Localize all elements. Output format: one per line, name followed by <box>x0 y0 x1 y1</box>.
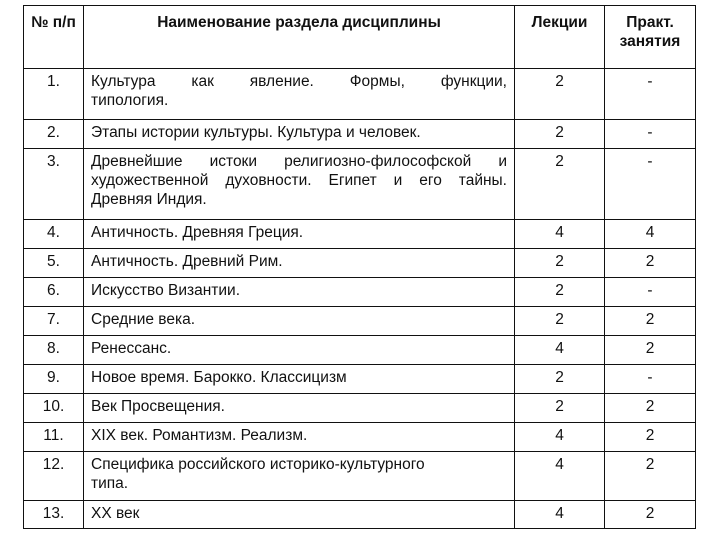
row-num: 9. <box>24 365 84 394</box>
row-name <box>84 452 515 501</box>
row-lectures: 2 <box>515 365 605 394</box>
row-name <box>84 69 515 120</box>
row-practice: 2 <box>605 307 696 336</box>
row-lectures: 4 <box>515 423 605 452</box>
row-lectures: 4 <box>515 220 605 249</box>
table-row <box>24 149 696 220</box>
row-name: Этапы истории культуры. Культура и человек. <box>84 120 515 149</box>
row-practice: - <box>605 365 696 394</box>
row-num: 12. <box>24 452 84 501</box>
row-name: Средние века. <box>84 307 515 336</box>
row-practice: - <box>605 120 696 149</box>
row-practice: - <box>605 278 696 307</box>
row-name-line: типа. <box>91 475 129 492</box>
row-practice: - <box>605 149 696 220</box>
row-name: XIX век. Романтизм. Реализм. <box>84 423 515 452</box>
table-header-row <box>24 6 696 69</box>
row-num: 10. <box>24 394 84 423</box>
row-name: Искусство Византии. <box>84 278 515 307</box>
row-name <box>84 149 515 220</box>
table-row <box>24 278 696 307</box>
table-row <box>24 501 696 529</box>
row-name: Век Просвещения. <box>84 394 515 423</box>
row-name-line: художественной духовности. Египет и его тайны. <box>91 172 507 189</box>
row-practice: 2 <box>605 394 696 423</box>
table-row <box>24 452 696 501</box>
row-num: 3. <box>24 149 84 220</box>
row-lectures: 2 <box>515 249 605 278</box>
table-row <box>24 249 696 278</box>
row-name: Античность. Древний Рим. <box>84 249 515 278</box>
table-row <box>24 423 696 452</box>
row-name: XX век <box>84 501 515 529</box>
row-lectures: 4 <box>515 452 605 501</box>
header-num: № п/п <box>24 6 84 69</box>
row-practice: 2 <box>605 423 696 452</box>
table-row <box>24 69 696 120</box>
row-lectures: 4 <box>515 336 605 365</box>
row-name-line: Культура как явление. Формы, функции, <box>91 73 507 90</box>
row-practice: 2 <box>605 452 696 501</box>
row-num: 13. <box>24 501 84 529</box>
row-practice: 4 <box>605 220 696 249</box>
row-name: Ренессанс. <box>84 336 515 365</box>
header-name: Наименование раздела дисциплины <box>84 6 515 69</box>
row-practice: 2 <box>605 501 696 529</box>
table-row <box>24 120 696 149</box>
row-num: 8. <box>24 336 84 365</box>
row-name-line: типология. <box>91 92 169 109</box>
syllabus-table <box>23 5 696 529</box>
row-num: 6. <box>24 278 84 307</box>
table-row <box>24 336 696 365</box>
table-row <box>24 307 696 336</box>
row-num: 7. <box>24 307 84 336</box>
table-row <box>24 394 696 423</box>
row-name-line: Древняя Индия. <box>91 191 207 208</box>
row-lectures: 2 <box>515 394 605 423</box>
row-num: 4. <box>24 220 84 249</box>
row-num: 5. <box>24 249 84 278</box>
row-num: 1. <box>24 69 84 120</box>
row-name: Новое время. Барокко. Классицизм <box>84 365 515 394</box>
row-lectures: 2 <box>515 120 605 149</box>
header-lectures: Лекции <box>515 6 605 69</box>
row-lectures: 2 <box>515 69 605 120</box>
row-lectures: 2 <box>515 149 605 220</box>
row-num: 2. <box>24 120 84 149</box>
row-practice: 2 <box>605 336 696 365</box>
row-num: 11. <box>24 423 84 452</box>
row-practice: - <box>605 69 696 120</box>
table-row <box>24 365 696 394</box>
table-row <box>24 220 696 249</box>
row-name: Античность. Древняя Греция. <box>84 220 515 249</box>
header-practice: Практ. занятия <box>605 6 696 69</box>
row-lectures: 2 <box>515 307 605 336</box>
row-name-line: Древнейшие истоки религиозно-философской и <box>91 153 507 170</box>
row-lectures: 4 <box>515 501 605 529</box>
row-practice: 2 <box>605 249 696 278</box>
row-name-line: Специфика российского историко-культурного <box>91 456 425 473</box>
row-lectures: 2 <box>515 278 605 307</box>
